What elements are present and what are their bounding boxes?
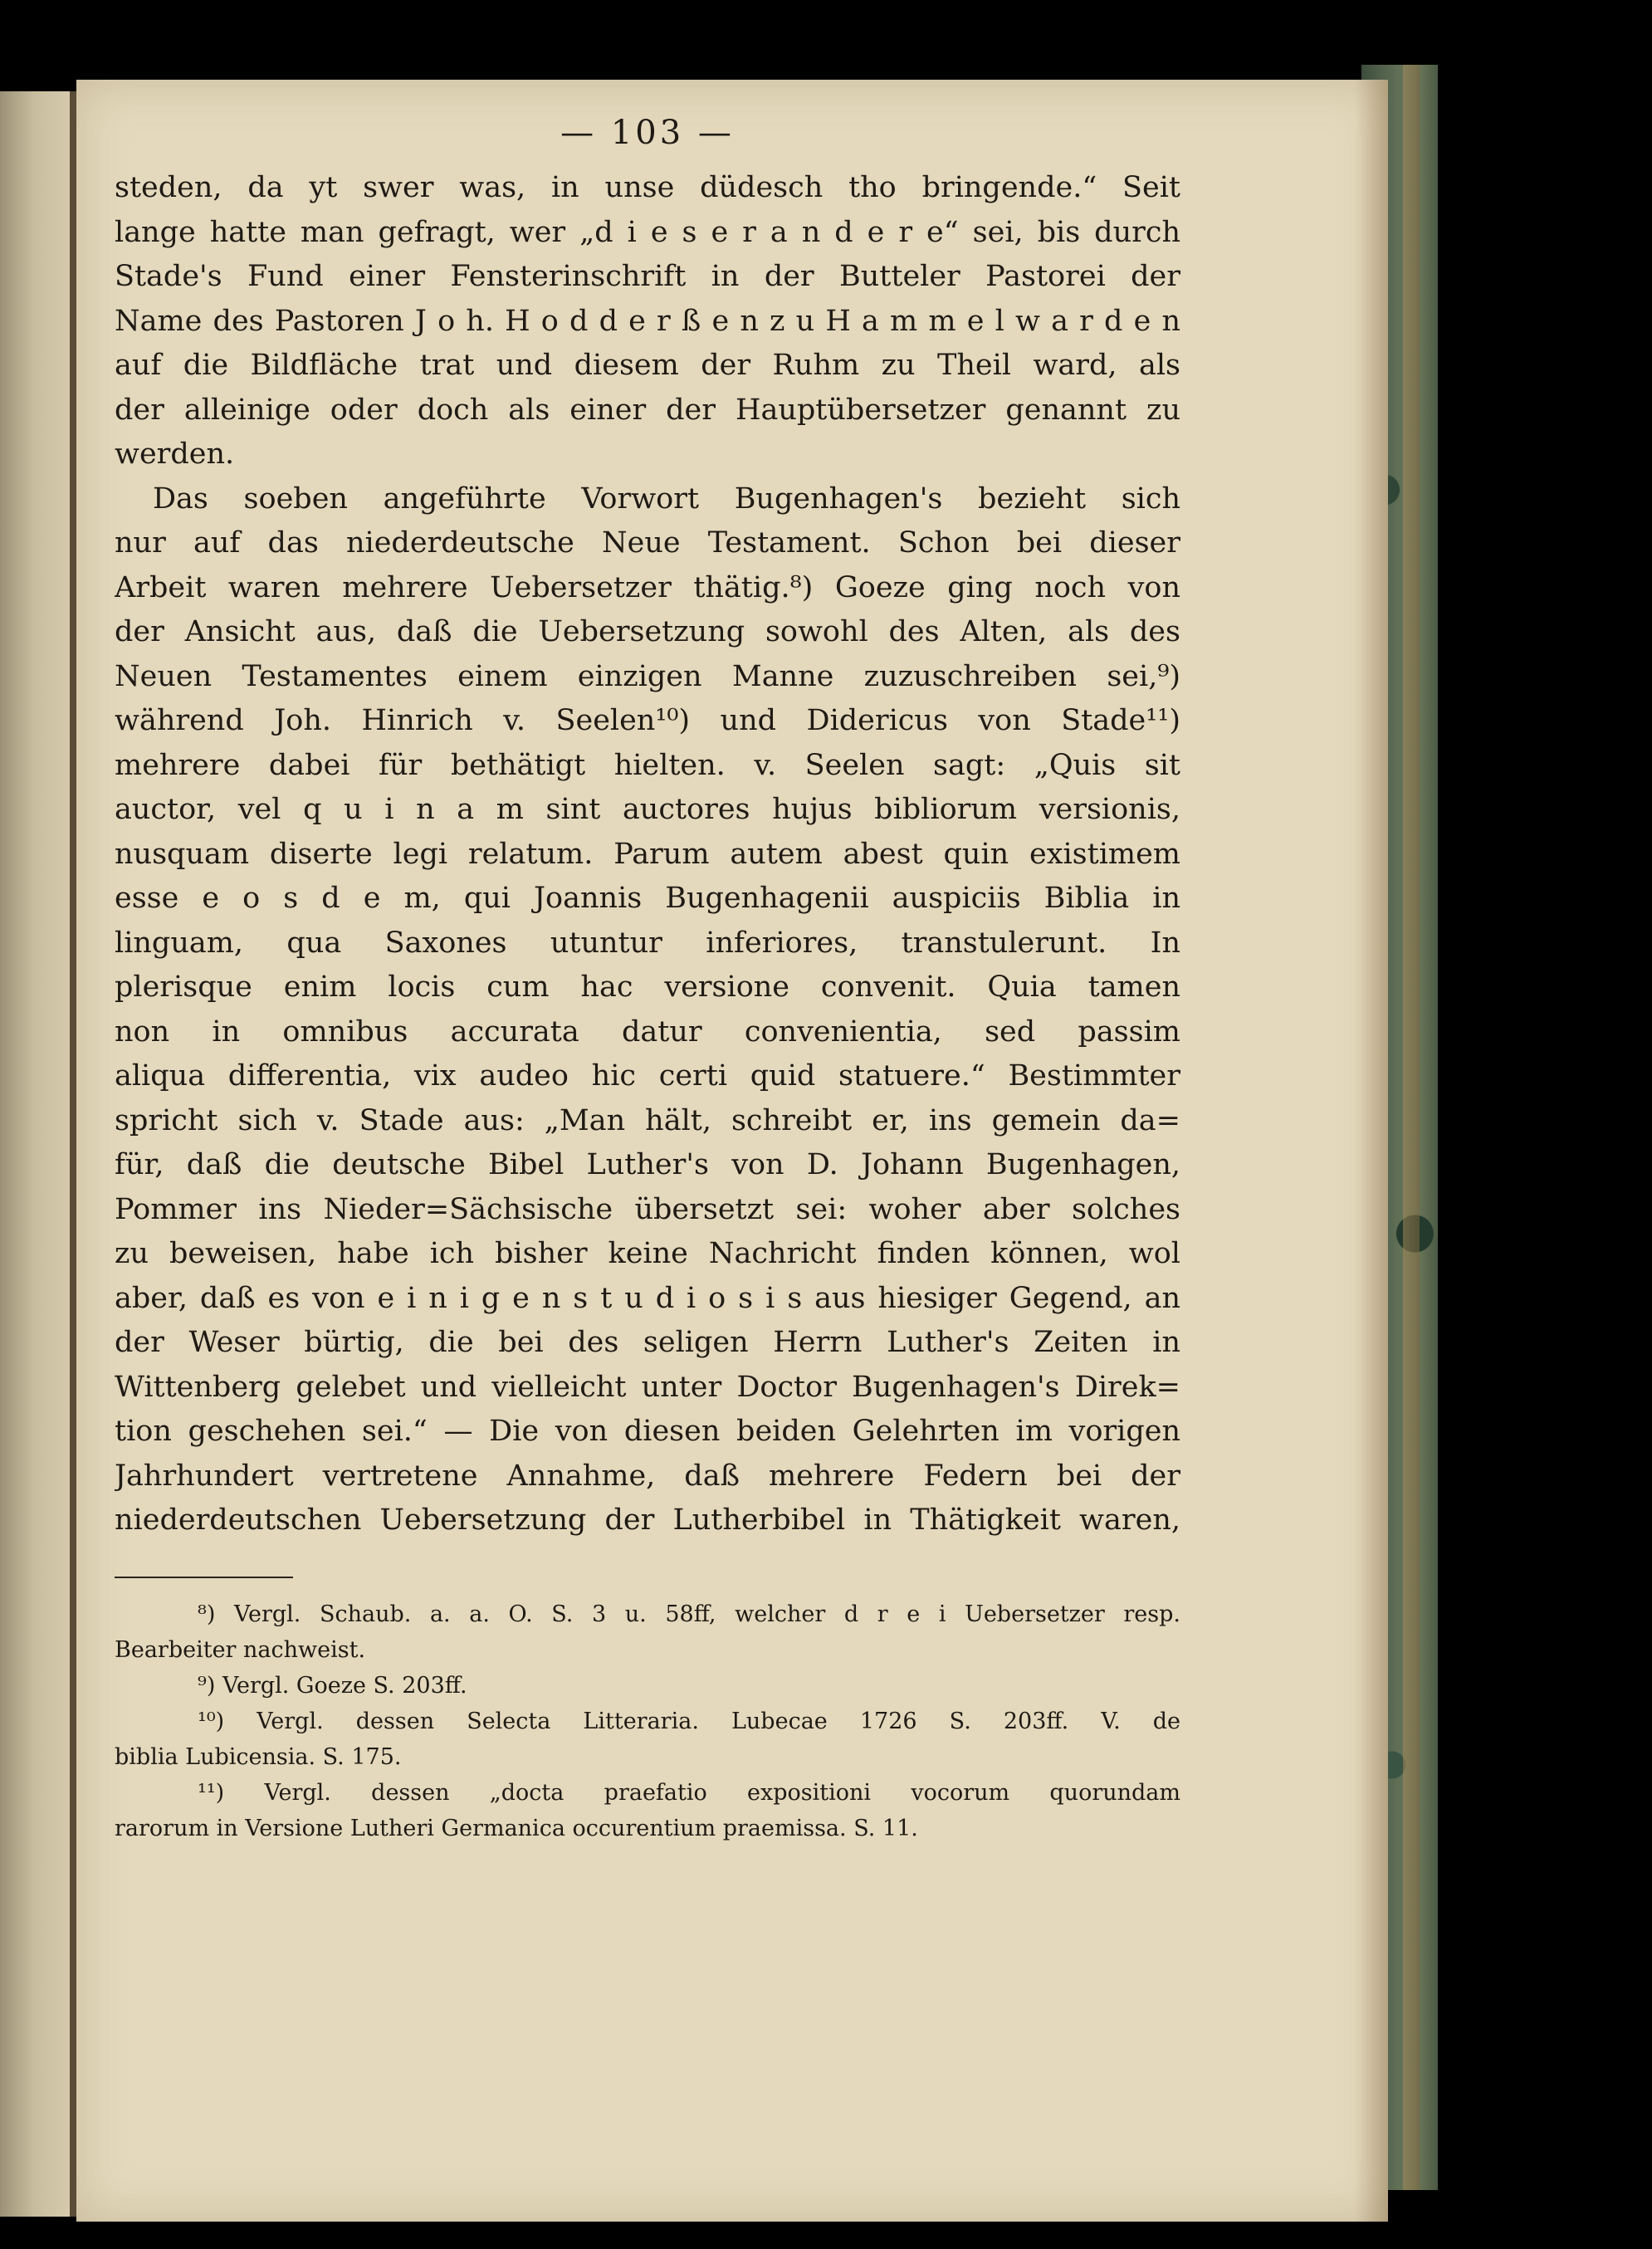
footnote-line: rarorum in Versione Lutheri Germanica occurentium praemissa. S. 11. — [115, 1815, 918, 1841]
text-line: für, daß die deutsche Bibel Luther's von D. Johann Bugenhagen, — [115, 1148, 1180, 1181]
text-line: aber, daß es von e i n i g e n s t u d i o s i s aus hiesiger Gegend, an — [115, 1281, 1180, 1315]
text-line: zu beweisen, habe ich bisher keine Nachricht finden können, wol — [115, 1237, 1180, 1270]
cover-spine-border — [1403, 65, 1420, 2190]
footnote-separator — [115, 1577, 293, 1578]
text-line: Name des Pastoren J o h. H o d d e r ß e n z u H a m m e l w a r d e n — [115, 304, 1180, 338]
text-line: Wittenberg gelebet und vielleicht unter Doctor Bugenhagen's Direk= — [115, 1370, 1180, 1404]
footnote-line: biblia Lubicensia. S. 175. — [115, 1743, 402, 1770]
text-line: Das soeben angeführte Vorwort Bugenhagen's bezieht sich — [153, 482, 1180, 516]
text-line: spricht sich v. Stade aus: „Man hält, schreibt er, ins gemein da= — [115, 1103, 1180, 1137]
body-text — [115, 166, 1180, 1543]
text-line: Arbeit waren mehrere Uebersetzer thätig.⁸) Goeze ging noch von — [115, 570, 1180, 604]
text-line: aliqua differentia, vix audeo hic certi quid statuere.“ Bestimmter — [115, 1059, 1180, 1093]
text-line: nusquam diserte legi relatum. Parum autem abest quin existimem — [115, 837, 1180, 871]
footnote-line: ⁹) Vergl. Goeze S. 203ff. — [198, 1672, 467, 1699]
text-line: niederdeutschen Uebersetzung der Lutherbibel in Thätigkeit waren, — [115, 1503, 1180, 1537]
text-line: lange hatte man gefragt, wer „d i e s e r a n d e r e“ sei, bis durch — [115, 215, 1180, 249]
text-line: Pommer ins Nieder=Sächsische übersetzt sei: woher aber solches — [115, 1192, 1180, 1226]
footnote-line: ⁸) Vergl. Schaub. a. a. O. S. 3 u. 58ff, welcher d r e i Uebersetzer resp. — [198, 1601, 1180, 1627]
footnotes — [115, 1596, 1180, 1846]
text-line: Jahrhundert vertretene Annahme, daß mehrere Federn bei der — [115, 1459, 1180, 1493]
text-line: nur auf das niederdeutsche Neue Testament. Schon bei dieser — [115, 526, 1180, 560]
text-line: tion geschehen sei.“ — Die von diesen beiden Gelehrten im vorigen — [115, 1415, 1180, 1448]
text-line: plerisque enim locis cum hac versione convenit. Quia tamen — [115, 970, 1180, 1004]
text-line: werden. — [115, 438, 235, 471]
text-line: Stade's Fund einer Fensterinschrift in der Butteler Pastorei der — [115, 260, 1180, 293]
text-line: der alleinige oder doch als einer der Hauptübersetzer genannt zu — [115, 393, 1180, 427]
text-line: linguam, qua Saxones utuntur inferiores, transtulerunt. In — [115, 926, 1180, 960]
text-line: auf die Bildfläche trat und diesem der Ruhm zu Theil ward, als — [115, 349, 1180, 382]
page-content — [115, 106, 1180, 1846]
page-shadow — [1355, 80, 1388, 2222]
footnote-line: ¹⁰) Vergl. dessen Selecta Litteraria. Lubecae 1726 S. 203ff. V. de — [198, 1708, 1180, 1734]
text-line: der Ansicht aus, daß die Uebersetzung sowohl des Alten, als des — [115, 615, 1180, 648]
text-line: mehrere dabei für bethätigt hielten. v. Seelen sagt: „Quis sit — [115, 748, 1180, 782]
text-line: steden, da yt swer was, in unse düdesch tho bringende.“ Seit — [115, 171, 1180, 204]
text-line: auctor, vel q u i n a m sint auctores hujus bibliorum versionis, — [115, 793, 1180, 826]
text-line: Neuen Testamentes einem einzigen Manne zuzuschreiben sei,⁹) — [115, 659, 1180, 693]
text-line: non in omnibus accurata datur convenientia, sed passim — [115, 1014, 1180, 1049]
footnote-line: ¹¹) Vergl. dessen „docta praefatio expositioni vocorum quorundam — [198, 1779, 1180, 1806]
text-line: esse e o s d e m, qui Joannis Bugenhagenii auspiciis Biblia in — [115, 882, 1180, 915]
left-page-edge — [0, 91, 76, 2217]
book-gutter — [70, 91, 76, 2217]
page-number: — 103 — — [560, 114, 735, 152]
text-line: der Weser bürtig, die bei des seligen Herrn Luther's Zeiten in — [115, 1326, 1180, 1359]
footnote-line: Bearbeiter nachweist. — [115, 1636, 366, 1663]
text-line: während Joh. Hinrich v. Seelen¹⁰) und Didericus von Stade¹¹) — [115, 704, 1180, 737]
